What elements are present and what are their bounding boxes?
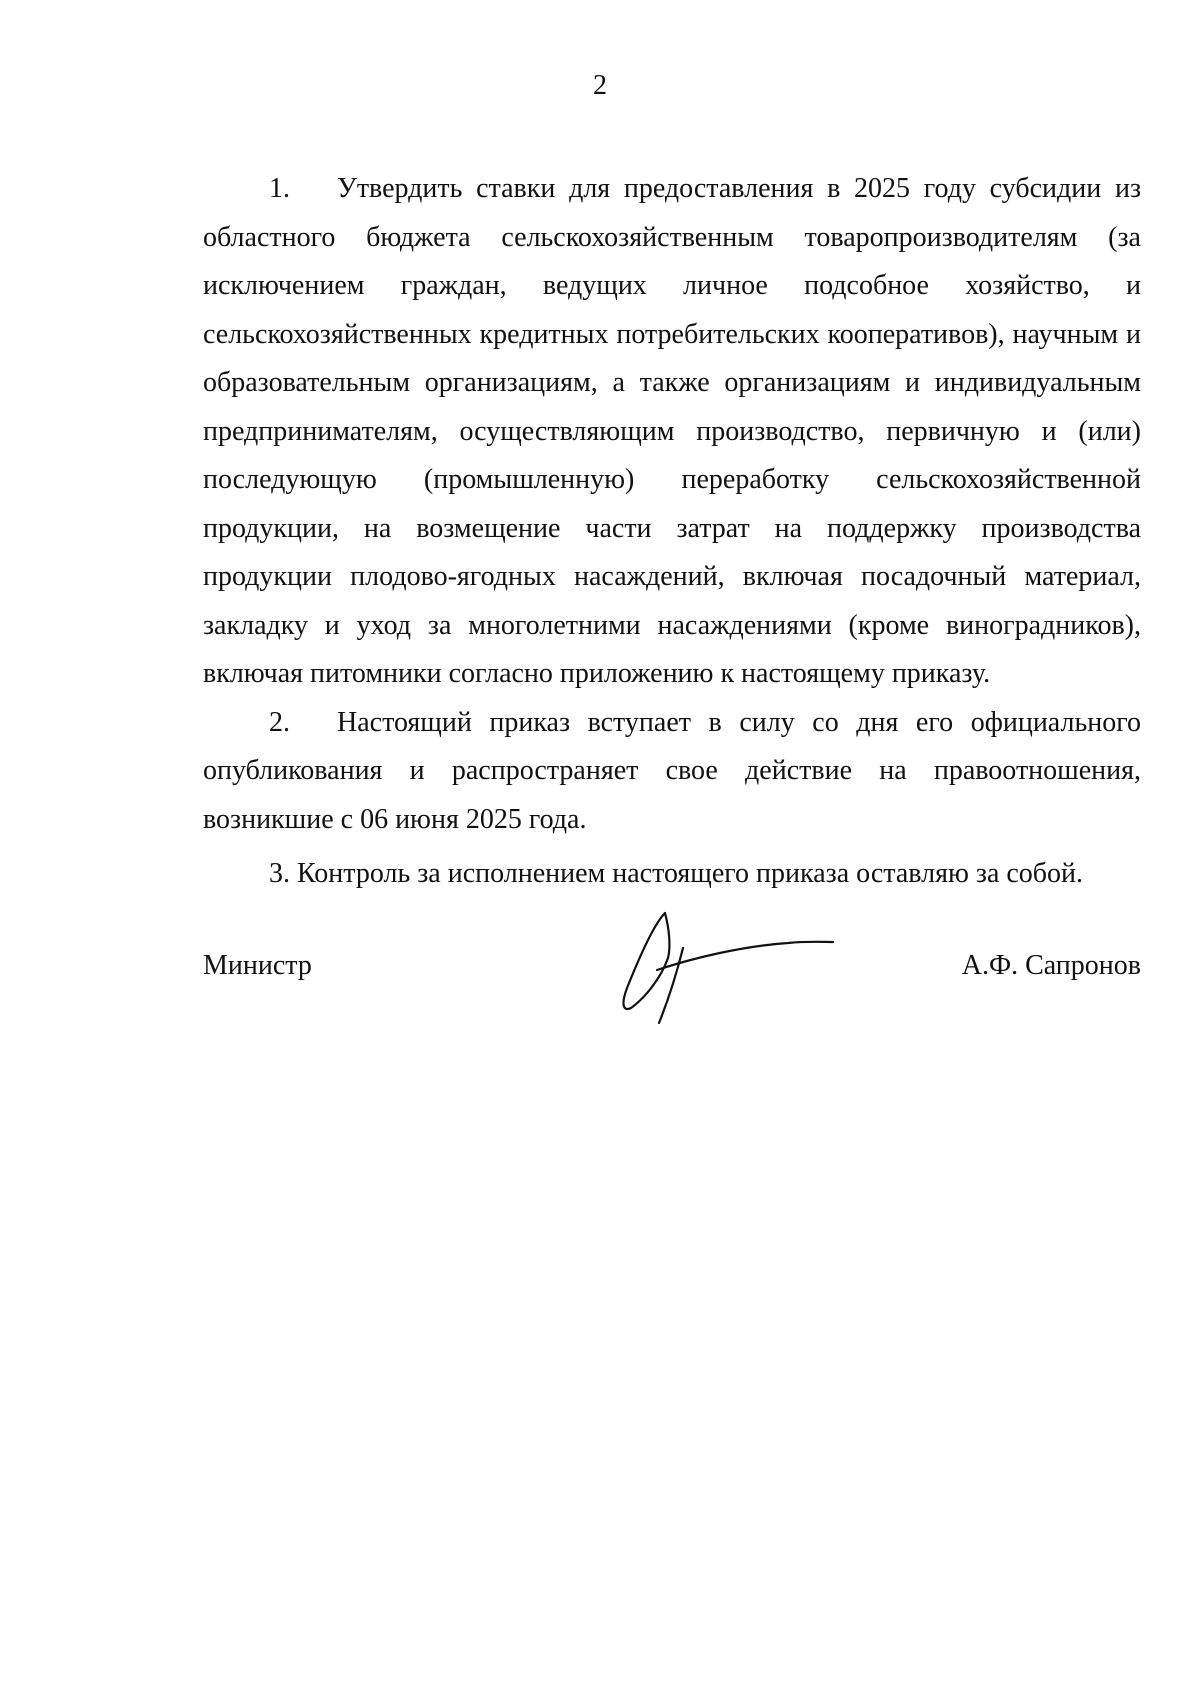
paragraph-2 — [203, 699, 1141, 845]
document-body — [203, 165, 1141, 899]
paragraph-3 — [203, 850, 1141, 899]
paragraph-1 — [203, 165, 1141, 699]
handwritten-signature — [613, 908, 838, 1028]
signer-position: Министр — [203, 950, 312, 981]
paragraph-1-number: 1. — [269, 173, 290, 204]
paragraph-2-text: Настоящий приказ вступает в силу со дня его официального опубликования и распространяет свое действие на правоотношения, возникшие с 06 июня 2025 года. — [203, 706, 1141, 835]
page-number: 2 — [593, 70, 607, 101]
paragraph-1-text: Утвердить ставки для предоставления в 2025 году субсидии из областного бюджета сельскохозяйственным товаропроизводителям (за исключением граждан, ведущих личное подсобное хозяйство, и сельскохозяйственных кредитных потребительских кооперативов), научным и образовательным организациям, а также организациям и индивидуальным предпринимателям, осуществляющим производство, первичную и (или) последующую (промышленную) переработку сельскохозяйственной продукции, на возмещение части затрат на поддержку производства продукции плодово-ягодных насаждений, включая посадочный материал, закладку и уход за многолетними насаждениями (кроме виноградников), включая питомники согласно приложению к настоящему приказу. — [203, 173, 1141, 689]
paragraph-3-text: 3. Контроль за исполнением настоящего приказа оставляю за собой. — [269, 858, 1084, 889]
signature-block — [203, 920, 1141, 1040]
paragraph-2-number: 2. — [269, 706, 290, 738]
signer-name: А.Ф. Сапронов — [961, 950, 1141, 981]
